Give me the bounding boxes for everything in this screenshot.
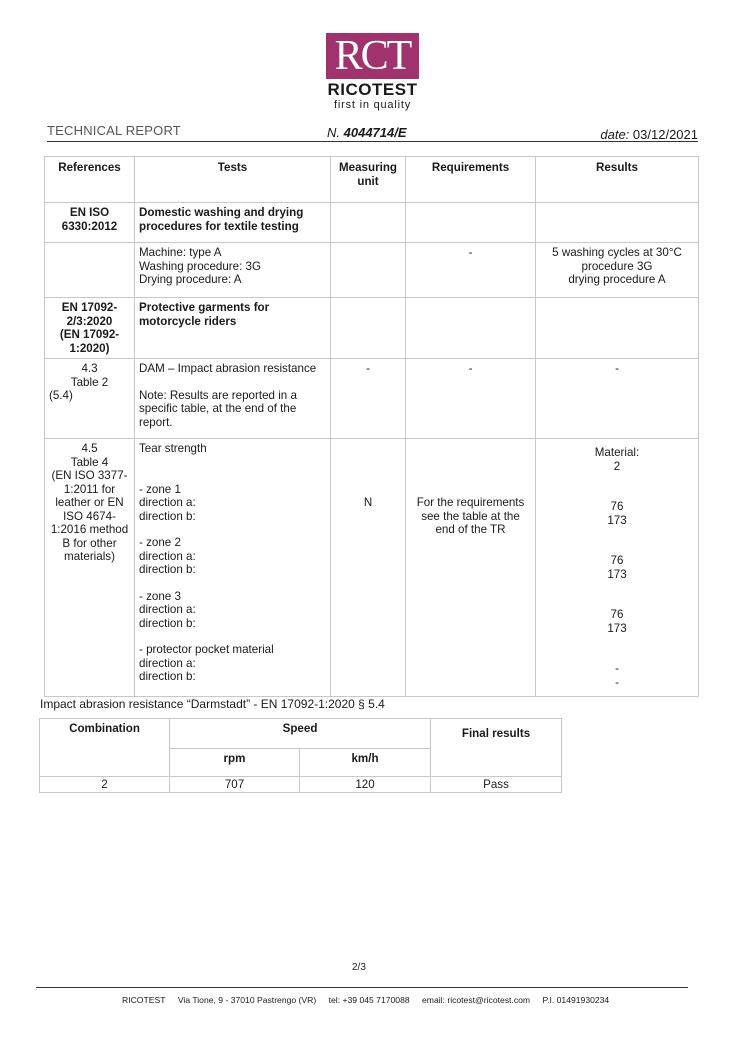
cell-combination: 2 <box>40 777 170 793</box>
table-row <box>45 203 699 243</box>
ref-line: 1:2020) <box>69 341 110 355</box>
direction-label: direction b: <box>139 670 196 683</box>
footer <box>122 995 619 1005</box>
test-title: DAM – Impact abrasion resistance <box>139 362 317 375</box>
zone-label: - protector pocket material <box>139 643 274 656</box>
cell-requirement: - <box>406 359 536 439</box>
cell-result <box>536 439 699 697</box>
ref-line: 2/3:2020 <box>66 314 113 328</box>
logo-tagline: first in quality <box>334 99 411 111</box>
ref-line: B for other <box>62 536 117 550</box>
test-note: Note: Results are reported in a specific table, at the end of the report. <box>139 388 297 429</box>
cell-result <box>536 298 699 359</box>
direction-label: direction b: <box>139 509 196 523</box>
cell-unit <box>331 439 406 697</box>
cell-rpm: 707 <box>170 777 300 793</box>
header-references: References <box>45 157 135 203</box>
ref-line: Table 2 <box>70 375 109 389</box>
zone-label: - zone 3 <box>139 589 181 603</box>
cell-test <box>135 359 331 439</box>
requirement-line: end of the TR <box>435 523 506 536</box>
report-header <box>47 122 698 142</box>
result-value: 76 <box>610 500 624 513</box>
cell-unit <box>331 203 406 243</box>
cell-requirement: - <box>406 243 536 298</box>
cell-unit <box>331 243 406 298</box>
cell-reference <box>45 439 135 697</box>
direction-label: direction b: <box>139 563 196 576</box>
direction-label: direction a: <box>139 603 196 616</box>
page-number: 2/3 <box>352 962 366 973</box>
footer-divider <box>36 987 688 988</box>
header-results: Results <box>536 157 699 203</box>
zone-label: - zone 1 <box>139 482 181 496</box>
cell-reference: EN ISO 6330:2012 <box>45 203 135 243</box>
result-value: - <box>615 662 619 675</box>
cell-requirement <box>406 203 536 243</box>
cell-test <box>135 243 331 298</box>
cell-unit <box>331 298 406 359</box>
table-row <box>45 243 699 298</box>
cell-test: Protective garments for motorcycle riders <box>135 298 331 359</box>
table-row <box>45 439 699 697</box>
cell-result: - <box>536 359 699 439</box>
report-number-prefix: N. <box>327 125 340 140</box>
ref-line: EN 17092- <box>61 301 118 314</box>
test-title: Tear strength <box>139 442 207 455</box>
result-value: 76 <box>610 608 624 621</box>
report-number <box>327 125 407 140</box>
direction-label: direction a: <box>139 496 196 509</box>
impact-section-title: Impact abrasion resistance “Darmstadt” - EN 17092-1:2020 § 5.4 <box>40 697 385 711</box>
header-speed: Speed <box>170 719 431 749</box>
impact-header-row <box>40 719 562 749</box>
cell-kmh: 120 <box>300 777 431 793</box>
ref-line: (5.4) <box>49 389 73 402</box>
header-tests: Tests <box>135 157 331 203</box>
ref-line: Table 4 <box>70 455 109 469</box>
cell-result <box>536 243 699 298</box>
cell-test <box>135 439 331 697</box>
report-date <box>600 127 698 142</box>
cell-test: Domestic washing and drying procedures for textile testing <box>135 203 331 243</box>
header-kmh: km/h <box>300 749 431 777</box>
footer-vat: P.I. 01491930234 <box>542 995 610 1005</box>
table-header-row <box>45 157 699 203</box>
company-logo <box>325 33 420 111</box>
direction-label: direction b: <box>139 616 196 630</box>
report-title: TECHNICAL REPORT <box>47 123 181 138</box>
result-line: 5 washing cycles at 30°C <box>552 246 682 259</box>
table-row <box>40 777 562 793</box>
ref-line: leather or EN <box>55 496 124 509</box>
header-measuring-unit: Measuring unit <box>331 157 406 203</box>
requirement-line: see the table at the <box>421 509 520 523</box>
ref-line: 1:2011 for <box>63 482 116 496</box>
report-number-value: 4044714/E <box>343 125 407 140</box>
ref-line: 4.3 <box>81 362 98 375</box>
ref-line: ISO 4674- <box>63 509 116 523</box>
zone-label: - zone 2 <box>139 536 181 549</box>
table-row <box>45 359 699 439</box>
drying-procedure: Drying procedure: A <box>139 273 242 286</box>
header-combination: Combination <box>40 719 170 777</box>
impact-table <box>39 718 562 793</box>
unit-value: N <box>363 496 373 509</box>
footer-address: Via Tione, 9 - 37010 Pastrengo (VR) <box>177 995 317 1005</box>
ref-line: (EN 17092- <box>59 328 120 341</box>
logo-mark: RCT <box>326 33 419 79</box>
tests-table <box>44 156 699 697</box>
footer-company: RICOTEST <box>122 995 166 1005</box>
cell-reference <box>45 243 135 298</box>
result-value: 173 <box>607 513 627 527</box>
ref-line: (EN ISO 3377- <box>51 469 128 482</box>
washing-procedure: Washing procedure: 3G <box>139 259 262 273</box>
ref-line: 4.5 <box>81 442 98 455</box>
machine-type: Machine: type A <box>139 246 222 259</box>
result-value: 173 <box>607 621 627 635</box>
report-date-label: date: <box>600 127 630 142</box>
cell-requirement <box>406 298 536 359</box>
ref-line: 1:2016 method <box>50 523 129 536</box>
cell-reference <box>45 298 135 359</box>
direction-label: direction a: <box>139 656 196 670</box>
cell-requirement <box>406 439 536 697</box>
logo-name: RICOTEST <box>327 80 418 99</box>
header-rpm: rpm <box>170 749 300 777</box>
result-value: - <box>615 675 619 689</box>
report-date-value: 03/12/2021 <box>632 127 698 142</box>
result-line: procedure 3G <box>581 259 653 273</box>
header-requirements: Requirements <box>406 157 536 203</box>
footer-tel: tel: +39 045 7170088 <box>328 995 410 1005</box>
result-value: 76 <box>610 554 624 567</box>
ref-line: materials) <box>64 550 115 563</box>
material-label: Material: <box>594 446 640 459</box>
cell-result <box>536 203 699 243</box>
cell-reference <box>45 359 135 439</box>
header-final-results: Final results <box>431 719 562 777</box>
footer-email: email: ricotest@ricotest.com <box>422 995 531 1005</box>
requirement-line: For the requirements <box>416 496 525 509</box>
result-line: drying procedure A <box>568 273 666 286</box>
cell-final-result: Pass <box>431 777 562 793</box>
cell-unit: - <box>331 359 406 439</box>
table-row <box>45 298 699 359</box>
result-value: 173 <box>607 567 627 581</box>
direction-label: direction a: <box>139 549 196 563</box>
material-value: 2 <box>613 459 621 473</box>
